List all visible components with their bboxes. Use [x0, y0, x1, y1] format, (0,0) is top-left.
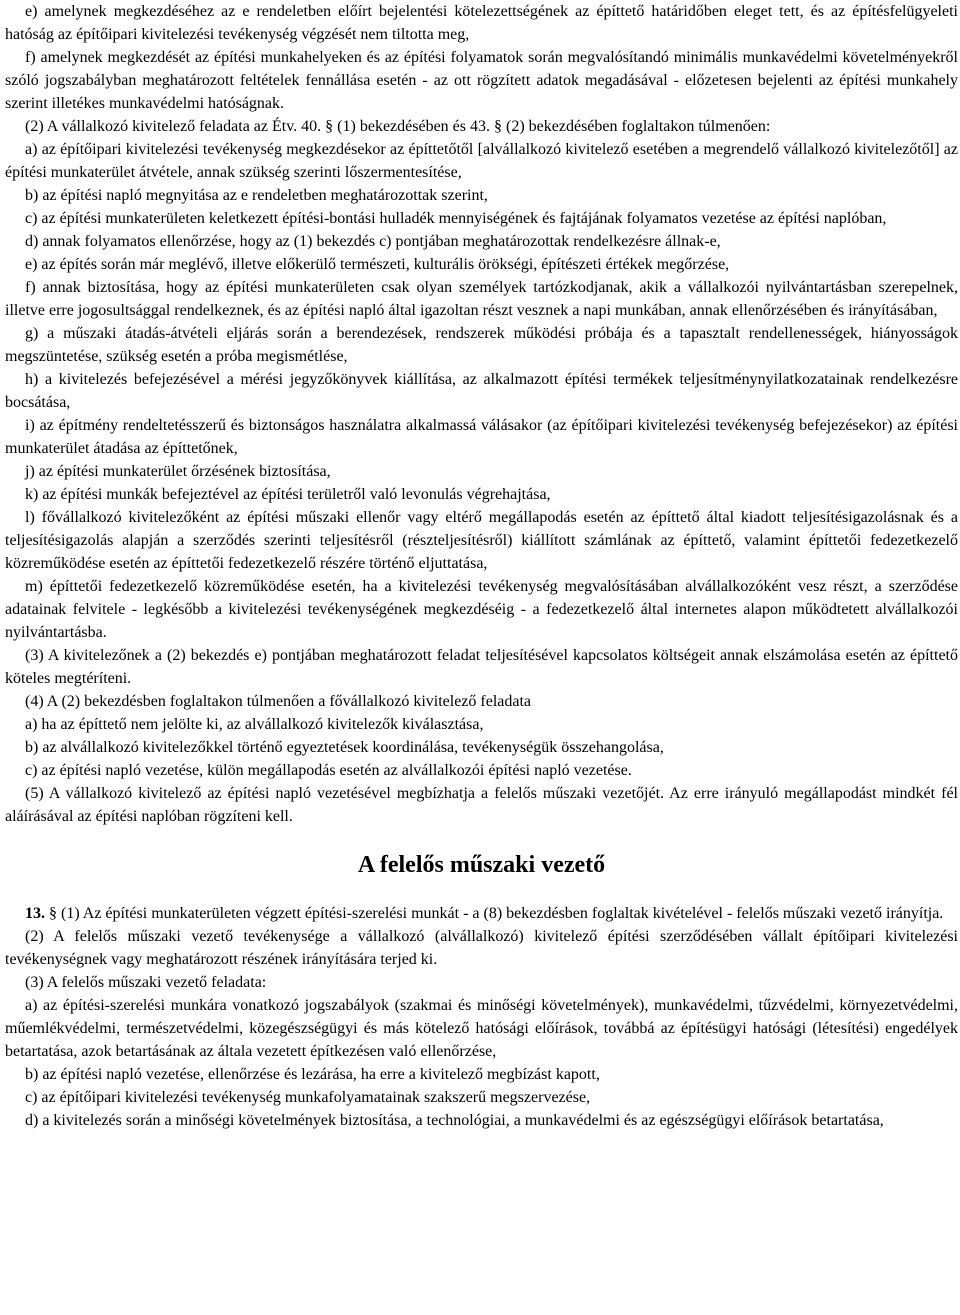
- paragraph: (3) A kivitelezőnek a (2) bekezdés e) pontjában meghatározott feladat teljesítésével kapcsolatos költségeit annak elszámolása esetén az építtető köteles megtéríteni.: [5, 647, 958, 687]
- paragraph: b) az alvállalkozó kivitelezőkkel történő egyeztetések koordinálása, tevékenységük összehangolása,: [25, 739, 664, 756]
- paragraph: (2) A vállalkozó kivitelező feladata az Étv. 40. § (1) bekezdésében és 43. § (2) bekezdésében foglaltakon túlmenően:: [25, 118, 771, 135]
- paragraph: g) a műszaki átadás-átvételi eljárás során a berendezések, rendszerek működési próbája és a tapasztalt rendellenességek, hiányosságok megszüntetése, szükség esetén a próba megismétlése,: [5, 325, 958, 365]
- paragraph: d) a kivitelezés során a minőségi követelmények biztosítása, a technológiai, a munkavédelmi és az egészségügyi előírások betartatása,: [25, 1112, 884, 1129]
- section-heading: A felelős műszaki vezető: [357, 852, 606, 878]
- paragraph: d) annak folyamatos ellenőrzése, hogy az (1) bekezdés c) pontjában meghatározottak rendelkezésre állnak-e,: [25, 233, 721, 250]
- paragraph: a) ha az építtető nem jelölte ki, az alvállalkozó kivitelezők kiválasztása,: [25, 716, 484, 733]
- paragraph: (2) A felelős műszaki vezető tevékenysége a vállalkozó (alvállalkozó) kivitelező építési szerződésében vállalt építőipari kivitelezési tevékenységnek vagy meghatározott részének irányítására terjed ki.: [5, 928, 958, 968]
- paragraph: j) az építési munkaterület őrzésének biztosítása,: [25, 463, 331, 480]
- paragraph: a) az építési-szerelési munkára vonatkozó jogszabályok (szakmai és minőségi követelmények), munkavédelmi, tűzvédelmi, környezetvédelmi, műemlékvédelmi, természetvédelmi, közegészségügyi és más kötelező hatósági előírások, továbbá az építésügyi hatósági (létesítési) engedélyek betartatása, azok betartásának az általa vezetett építkezésen való ellenőrzése,: [5, 997, 958, 1060]
- paragraph-text: § (1) Az építési munkaterületen végzett építési-szerelési munkát - a (8) bekezdésben foglaltak kivételével - felelős műszaki vezető irányítja.: [45, 905, 944, 922]
- paragraph: b) az építési napló vezetése, ellenőrzése és lezárása, ha erre a kivitelező megbízást kapott,: [25, 1066, 600, 1083]
- paragraph: f) annak biztosítása, hogy az építési munkaterületen csak olyan személyek tartózkodjanak, akik a vállalkozói nyilvántartásban szerepelnek, illetve erre jogosultsággal rendelkeznek, és az építési napló által igazoltan részt vesznek a napi munkában, annak ellenőrzésében és irányításában,: [5, 279, 958, 319]
- paragraph: m) építtetői fedezetkezelő közreműködése esetén, ha a kivitelezési tevékenység megvalósításában alvállalkozóként vesz részt, a szerződése adatainak felvitele - legkésőbb a kivitelezési tevékenységének megkezdéséig - a fedezetkezelő által internetes alapon működtetett alvállalkozói nyilvántartásba.: [5, 578, 958, 641]
- paragraph: c) az építési napló vezetése, külön megállapodás esetén az alvállalkozói építési napló vezetése.: [25, 762, 632, 779]
- paragraph: b) az építési napló megnyitása az e rendeletben meghatározottak szerint,: [25, 187, 488, 204]
- paragraph: a) az építőipari kivitelezési tevékenység megkezdésekor az építtetőtől [alvállalkozó kivitelező esetében a megrendelő vállalkozó kivitelezőtől] az építési munkaterület átvétele, annak szükség szerinti lőszermentesítése,: [5, 141, 958, 181]
- paragraph: (5) A vállalkozó kivitelező az építési napló vezetésével megbízhatja a felelős műszaki vezetőjét. Az erre irányuló megállapodást mindkét fél aláírásával az építési naplóban rögzíteni kell.: [5, 785, 958, 825]
- section-number: 13.: [25, 905, 45, 922]
- paragraph: c) az építési munkaterületen keletkezett építési-bontási hulladék mennyiségének és fajtájának folyamatos vezetése az építési naplóban,: [25, 210, 887, 227]
- paragraph: c) az építőipari kivitelezési tevékenység munkafolyamatainak szakszerű megszervezése,: [25, 1089, 591, 1106]
- paragraph: e) az építés során már meglévő, illetve előkerülő természeti, kulturális örökségi, építészeti értékek megőrzése,: [25, 256, 730, 273]
- paragraph: l) fővállalkozó kivitelezőként az építési műszaki ellenőr vagy eltérő megállapodás esetén az építtető által kiadott teljesítésigazolásnak és a teljesítésigazolás alapján a szerződés szerinti teljesítésről (részteljesítésről) kiállított számlának az építtető, valamint építtetői fedezetkezelő közreműködése esetén az építtetői fedezetkezelő részére történő eljuttatása,: [5, 509, 958, 572]
- paragraph: (4) A (2) bekezdésben foglaltakon túlmenően a fővállalkozó kivitelező feladata: [25, 693, 532, 710]
- paragraph: f) amelynek megkezdését az építési munkahelyeken és az építési folyamatok során megvalósítandó minimális munkavédelmi követelményekről szóló jogszabályban meghatározott feltételek fennállása esetén - az ott rögzített adatok megadásával - előzetesen bejelenti az építési munkahely szerint illetékes munkavédelmi hatóságnak.: [5, 49, 958, 112]
- section-13-body: [5, 925, 958, 1132]
- paragraph: k) az építési munkák befejeztével az építési területről való levonulás végrehajtása,: [25, 486, 551, 503]
- paragraph-13-1: [5, 902, 958, 925]
- paragraph: h) a kivitelezés befejezésével a mérési jegyzőkönyvek kiállítása, az alkalmazott építési termékek teljesítménynyilatkozatainak rendelkezésre bocsátása,: [5, 371, 958, 411]
- paragraph: (3) A felelős műszaki vezető feladata:: [25, 974, 267, 991]
- document-page: [5, 0, 958, 1132]
- paragraph: i) az építmény rendeltetésszerű és biztonságos használatra alkalmassá válásakor (az építőipari kivitelezési tevékenység befejezésekor) az építési munkaterület átadása az építtetőnek,: [5, 417, 958, 457]
- section-12-body: [5, 0, 958, 828]
- paragraph: e) amelynek megkezdéséhez az e rendeletben előírt bejelentési kötelezettségének az építtető határidőben eleget tett, és az építésfelügyeleti hatóság az építőipari kivitelezési tevékenység végzését nem tiltotta meg,: [5, 3, 958, 43]
